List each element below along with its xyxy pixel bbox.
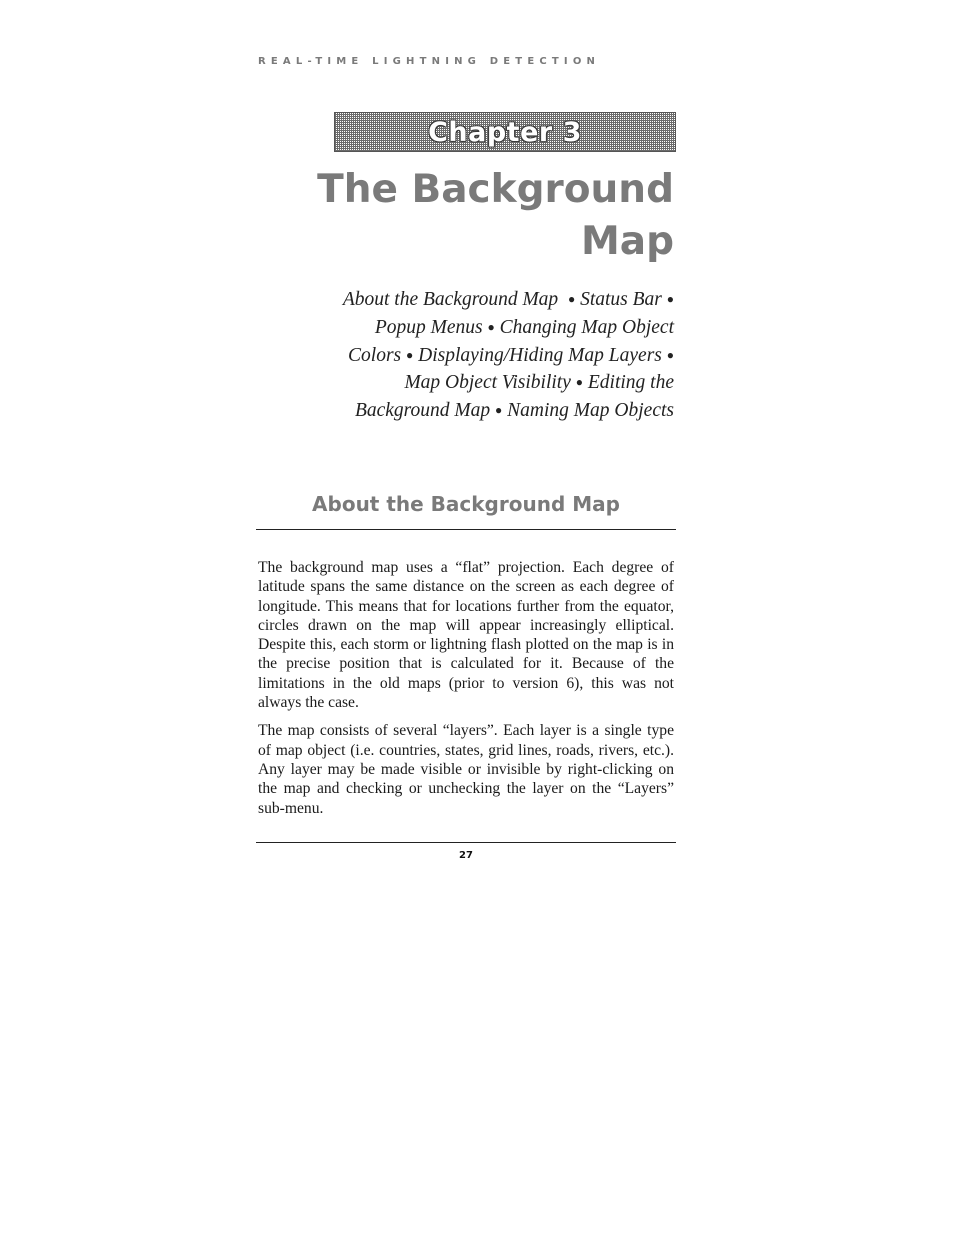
chapter-title-line-1: The Background	[317, 167, 674, 212]
chapter-title	[300, 164, 674, 268]
paragraph: The map consists of several “layers”. Each layer is a single type of map object (i.e. countries, states, grid lines, roads, rivers, etc.). Any layer may be made visible or invisible by right-clicking on the map and checking or unchecking the layer on the “Layers” sub-menu.	[258, 722, 674, 817]
bullet-icon: ●	[666, 292, 674, 306]
footer-divider	[256, 842, 676, 843]
topic-item: Displaying/Hiding Map Layers	[418, 344, 662, 366]
chapter-banner	[334, 112, 676, 152]
bullet-icon: ●	[666, 347, 674, 362]
section-divider	[256, 529, 676, 530]
paragraph: The background map uses a “flat” projection. Each degree of latitude spans the same distance on the screen as each degree of longitude. This means that for locations further from the equator, circles drawn on the map will appear increasingly elliptical. Despite this, each storm or lightning flash plotted on the map is in the precise position that is calculated for it. Because of the limitations in the old maps (prior to version 6), this was not always the case.	[258, 559, 674, 712]
topic-item: Editing the Background Map	[354, 372, 674, 422]
section-heading: About the Background Map	[312, 492, 620, 516]
chapter-label: Chapter 3	[428, 116, 582, 148]
page-number: 27	[459, 850, 473, 861]
topic-item: About the Background Map	[342, 289, 559, 310]
running-header: REAL-TIME LIGHTNING DETECTION	[258, 56, 601, 67]
chapter-topics	[330, 286, 674, 425]
section-body	[258, 558, 674, 827]
chapter-title-line-2: Map	[580, 219, 674, 264]
bullet-icon: ●	[567, 292, 576, 306]
topic-item: Status Bar	[580, 289, 662, 310]
bullet-icon: ●	[406, 347, 414, 362]
topic-item: Changing Map Object Colors	[348, 316, 674, 366]
topic-item: Popup Menus	[374, 316, 483, 338]
bullet-icon: ●	[575, 375, 583, 390]
topic-item: Naming Map Objects	[507, 400, 674, 422]
topic-item: Map Object Visibility	[404, 372, 571, 394]
bullet-icon: ●	[495, 403, 503, 418]
bullet-icon: ●	[487, 319, 495, 334]
